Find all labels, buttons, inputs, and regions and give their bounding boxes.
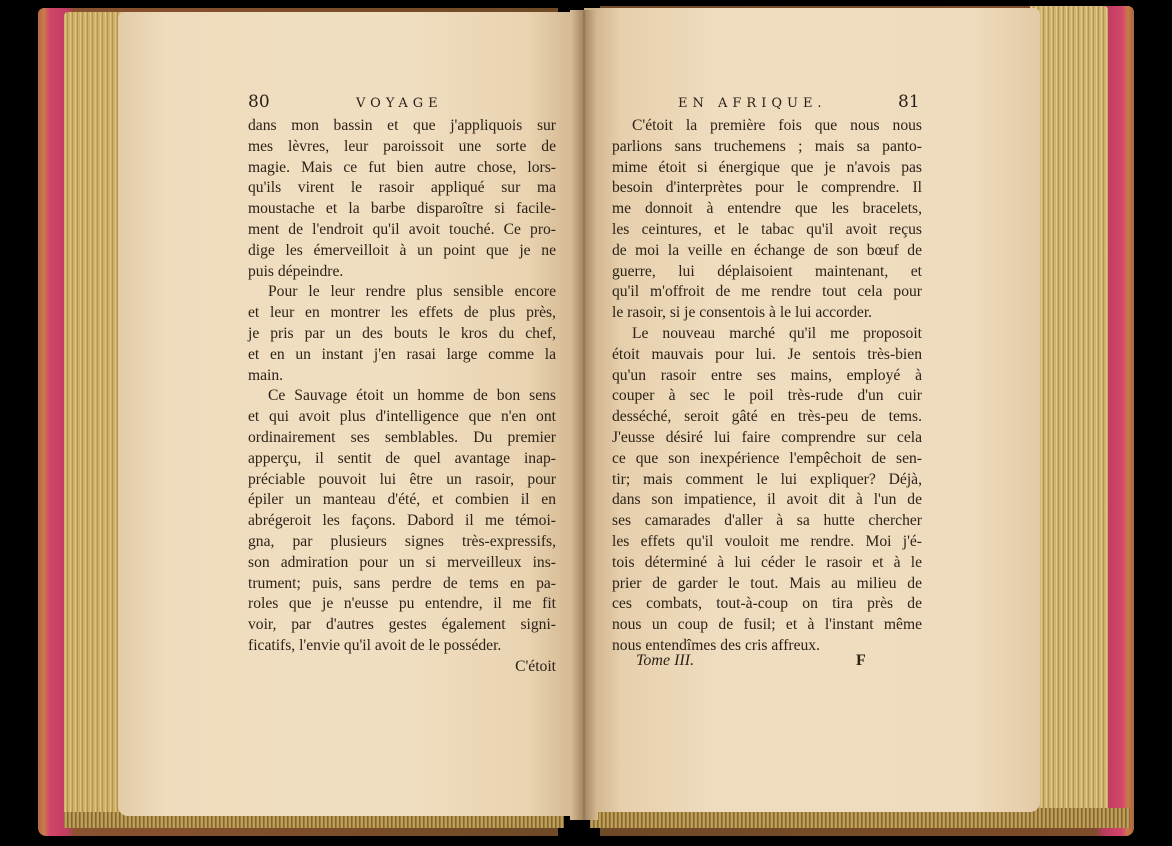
text-line: et leur en montrer les effets de plus près, (248, 304, 556, 322)
text-line: magie. Mais ce fut bien autre chose, lors- (248, 158, 556, 176)
catchword: C'étoit (515, 657, 556, 675)
text-line: gna, par plusieurs signes très-expressifs, (248, 532, 556, 550)
text-line: ficatifs, l'envie qu'il avoit de le posséder. (248, 636, 502, 654)
text-line: je pris par un des bouts le kros du chef, (248, 324, 556, 342)
text-line: les ceintures, et le tabac qu'il avoit reçus (612, 220, 922, 238)
left-running-head: VOYAGE (356, 96, 443, 111)
text-line: puis dépeindre. (248, 262, 344, 280)
book-gutter (570, 10, 598, 820)
text-line: C'étoit la première fois que nous nous (632, 117, 922, 134)
right-running-head: EN AFRIQUE. (678, 96, 827, 111)
text-line: le rasoir, si je consentois à le lui accorder. (612, 304, 873, 322)
text-line: tir; mais comment le lui expliquer? Déjà, (612, 470, 922, 488)
text-line: de moi la veille en échange de son bœuf de (612, 241, 922, 259)
text-line: J'eusse désiré lui faire comprendre sur cela (612, 428, 922, 446)
text-line: ce que son inexpérience l'empêchoit de sen- (612, 449, 922, 467)
text-line: ses camarades d'aller à sa hutte chercher (612, 512, 922, 530)
text-line: prier de garder le tout. Mais au milieu de (612, 574, 922, 592)
signature-mark: F (856, 652, 866, 669)
text-line: moustache et la barbe disparoître si facile- (248, 200, 556, 218)
text-line: préciable pouvoit lui être un rasoir, pour (248, 470, 556, 488)
text-line: Ce Sauvage étoit un homme de bon sens (268, 387, 556, 405)
left-page-text (248, 116, 556, 678)
text-line: tois déterminé à lui céder le rasoir et à le (612, 553, 922, 571)
text-line: desséché, seroit gâté en très-peu de tems. (612, 408, 922, 426)
text-line: besoin d'interprètes pour le comprendre. Il (612, 179, 922, 197)
text-line: dige les émerveilloit à un point que je ne (248, 241, 556, 259)
right-page-text (612, 116, 922, 657)
text-line: ordinairement ses semblables. Du premier (248, 428, 556, 446)
text-line: nous un coup de fusil; et à l'instant même (612, 616, 922, 634)
text-line: ces combats, tout-à-coup on tira près de (612, 595, 922, 613)
text-line: ment de l'endroit qu'il avoit touché. Ce pro- (248, 220, 556, 238)
text-line: dans son impatience, il avoit dit à l'un de (612, 491, 922, 509)
text-line: et qui avoit plus d'intelligence que n'en ont (248, 408, 556, 426)
text-line: mes lèvres, leur paroissoit une sorte de (248, 137, 556, 155)
text-line: étoit mauvais pour lui. Je sentois très-bien (612, 345, 922, 363)
right-page-edges (1030, 6, 1108, 812)
text-line: couper à sec le poil très-rude d'un cuir (612, 387, 922, 405)
text-line: trument; puis, sans perdre de tems en pa- (248, 574, 556, 592)
text-line: voir, par d'autres gestes également signi- (248, 616, 556, 634)
text-line: nous entendîmes des cris affreux. (612, 636, 821, 654)
left-page-number: 80 (248, 92, 270, 112)
text-line: qu'il m'offroit de me rendre tout cela pour (612, 283, 922, 301)
text-line: apperçu, il sentit de quel avantage inap- (248, 449, 556, 467)
text-line: Le nouveau marché qu'il me proposoit (632, 324, 922, 342)
text-line: guerre, lui déplaisoient maintenant, et (612, 262, 922, 280)
text-line: Pour le leur rendre plus sensible encore (268, 283, 556, 301)
text-line: épiler un manteau d'été, et combien il en (248, 491, 556, 509)
text-line: et en un instant j'en rasai large comme la (248, 345, 556, 363)
text-line: mime étoit si énergique que je n'avois pas (612, 158, 922, 176)
text-line: les effets qu'il vouloit me rendre. Moi j'é- (612, 532, 922, 550)
text-line: qu'un rasoir entre ses mains, employé à (612, 366, 922, 384)
volume-footer: Tome III. (636, 652, 695, 669)
text-line: me donnoit à entendre que les bracelets, (612, 200, 922, 218)
text-line: parlions sans truchemens ; mais sa panto- (612, 137, 922, 155)
text-line: abrégeroit les façons. Dabord il me témoi- (248, 512, 556, 530)
text-line: roles que je n'eusse pu entendre, il me fit (248, 595, 556, 613)
text-line: son admiration pour un si merveilleux ins- (248, 553, 556, 571)
text-line: dans mon bassin et que j'appliquois sur (248, 117, 556, 134)
right-page-number: 81 (898, 92, 920, 112)
text-line: qu'ils virent le rasoir appliqué sur ma (248, 179, 556, 197)
text-line: main. (248, 366, 284, 384)
